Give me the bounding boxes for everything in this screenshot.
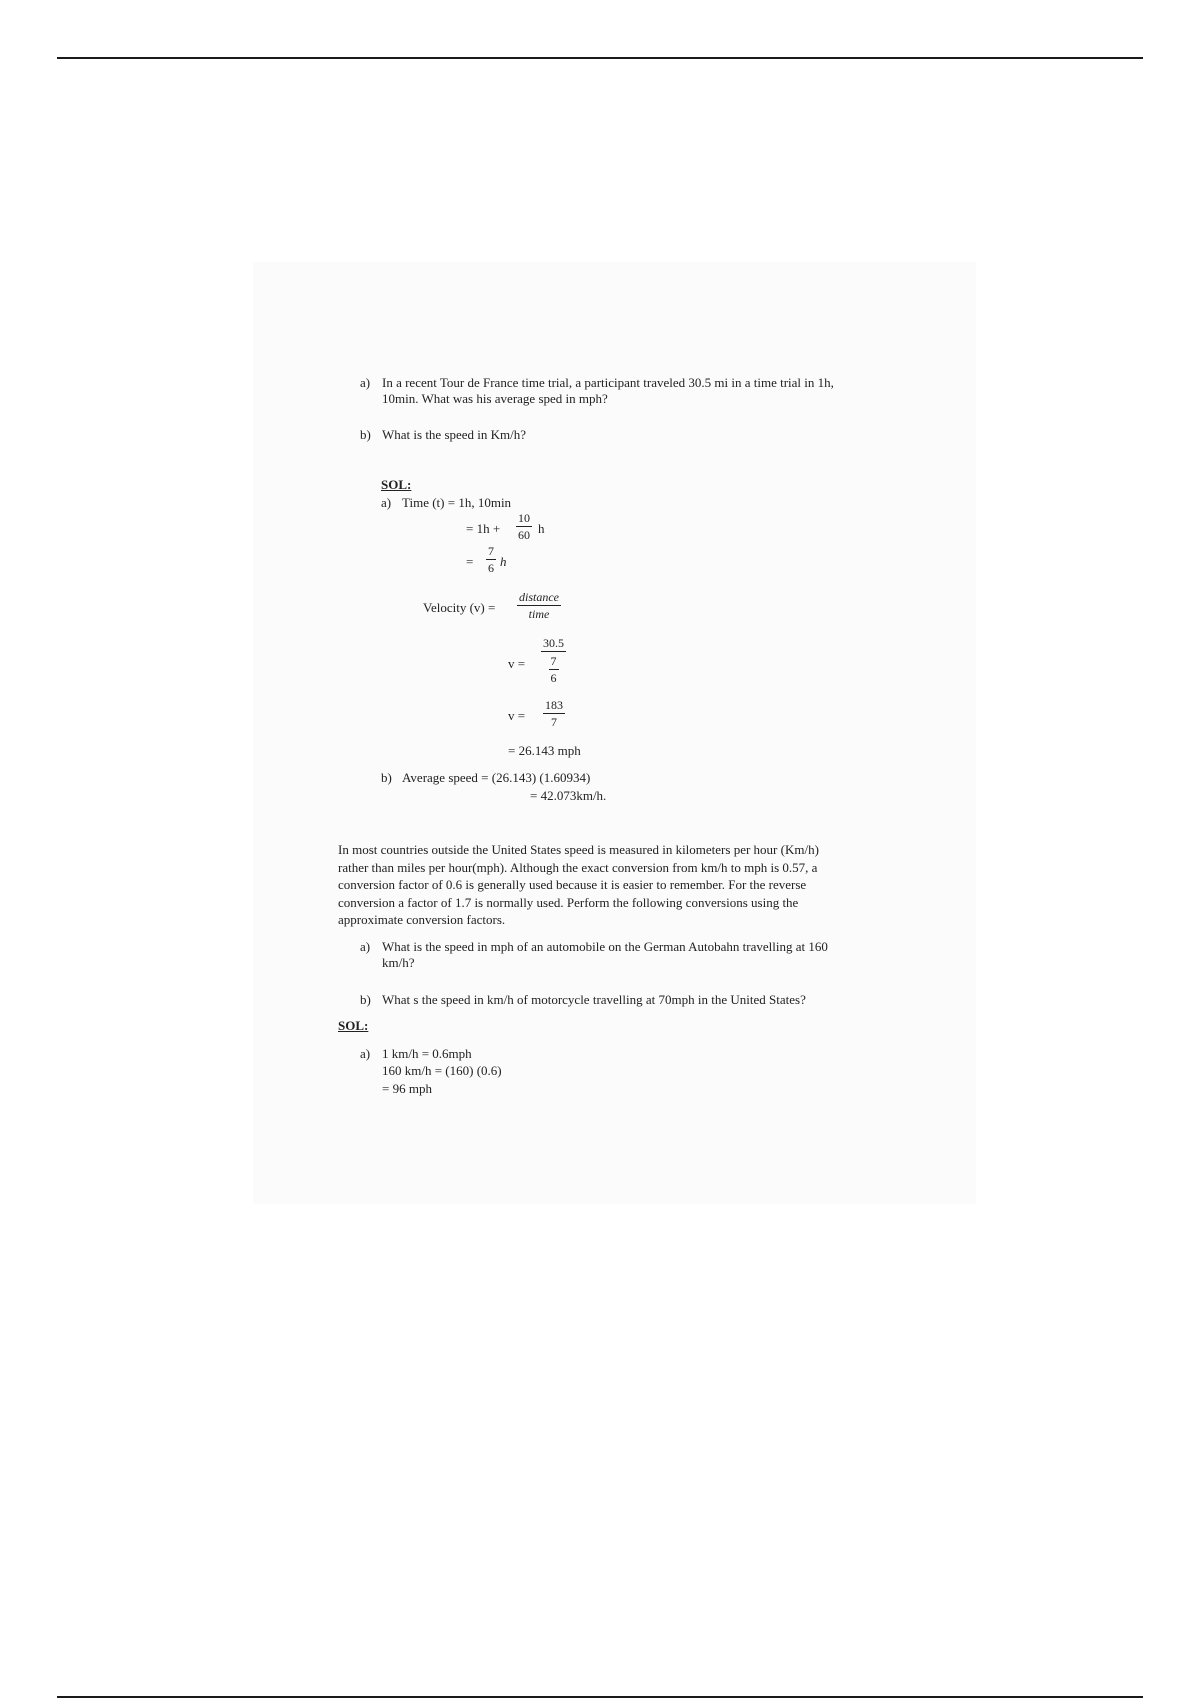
v2-prefix: v = [508,708,526,723]
problem1-a-label: a) [360,375,371,390]
problem1-b-text: What is the speed in Km/h? [382,427,527,442]
footer-rule [57,1696,1143,1698]
solution1-heading: SOL: [381,477,412,492]
step1-prefix: = 1h + [466,521,501,536]
step2-prefix: = [466,554,474,569]
step2-suffix: h [500,554,507,569]
header-rule [57,57,1143,59]
v1-prefix: v = [508,656,526,671]
solution2-a-label: a) [360,1046,371,1061]
scanned-page [253,262,976,1204]
velocity-denominator: time [528,607,550,621]
problem2-a-line2: km/h? [382,955,415,970]
problem1-b-label: b) [360,427,371,442]
problem2-intro [338,841,878,929]
v1-denominator [547,652,561,685]
intro-line-1: In most countries outside the United States speed is measured in kilometers per hour (Km/h) [338,842,819,857]
intro-line-3: conversion factor of 0.6 is generally used because it is easier to remember. For the reverse [338,877,807,892]
step1-numerator: 10 [518,511,530,525]
v1-numerator: 30.5 [543,636,564,650]
average-speed-line1: Average speed = (26.143) (1.60934) [402,770,591,785]
conversion-line2: 160 km/h = (160) (0.6) [382,1063,502,1078]
v1-fraction [541,636,566,685]
problem2-b-label: b) [360,992,371,1007]
step1-fraction [516,511,532,542]
intro-line-2: rather than miles per hour(mph). Although the exact conversion from km/h to mph is 0.57, a [338,859,818,875]
intro-line-4: conversion a factor of 1.7 is normally used. Perform the following conversions using the [338,894,799,910]
step1-denominator: 60 [518,528,530,542]
conversion-line3: = 96 mph [382,1081,432,1096]
step1-suffix: h [538,521,545,536]
intro-line-5: approximate conversion factors. [338,912,506,927]
velocity-result: = 26.143 mph [508,743,581,758]
v2-fraction [543,698,565,729]
solution1-a-label: a) [381,495,392,510]
velocity-fraction [517,590,561,621]
problem1-a-line2: 10min. What was his average sped in mph? [382,391,608,406]
step2-denominator: 6 [488,561,494,575]
time-line: Time (t) = 1h, 10min [402,495,512,510]
v2-numerator: 183 [545,698,563,712]
velocity-numerator: distance [519,590,559,604]
conversion-line1: 1 km/h = 0.6mph [382,1046,472,1061]
problem2-b-text: What s the speed in km/h of motorcycle travelling at 70mph in the United States? [382,992,806,1007]
solution1-b-label: b) [381,770,392,785]
step2-fraction [486,544,496,575]
v1-inner-denominator: 6 [550,671,557,685]
step2-numerator: 7 [488,544,494,558]
problem2-a-line1: What is the speed in mph of an automobile on the German Autobahn travelling at 160 [382,939,828,954]
velocity-prefix: Velocity (v) = [423,600,496,615]
problem2-a-label: a) [360,939,371,954]
v1-inner-numerator: 7 [550,654,557,668]
average-speed-line2: = 42.073km/h. [530,788,607,803]
solution2-heading: SOL: [338,1018,369,1033]
v2-denominator: 7 [551,715,557,729]
problem1-a-line1: In a recent Tour de France time trial, a participant traveled 30.5 mi in a time trial in 1h, [382,375,834,390]
